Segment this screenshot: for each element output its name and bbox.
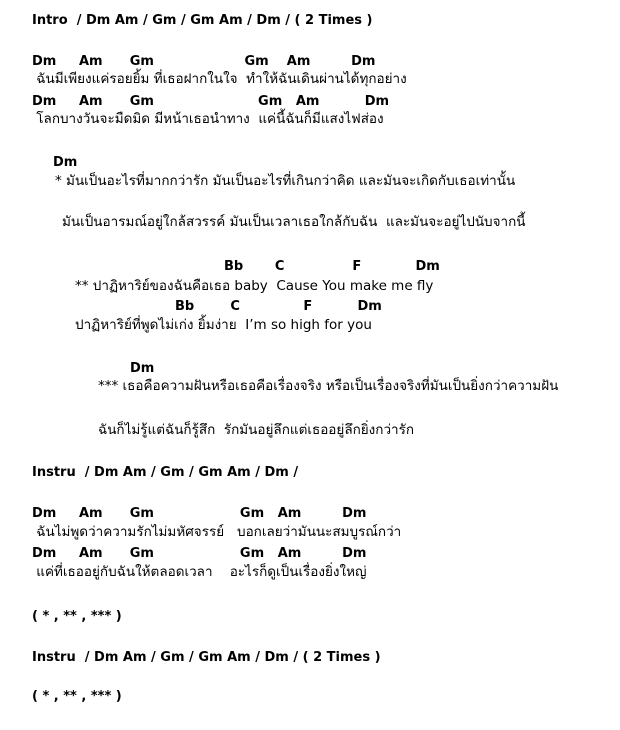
instrumental-line-2: Instru / Dm Am / Gm / Gm Am / Dm / ( 2 Times ) xyxy=(32,650,381,665)
verse1-chords-2: Dm Am Gm Gm Am Dm xyxy=(32,94,390,109)
instrumental-line-1: Instru / Dm Am / Gm / Gm Am / Dm / xyxy=(32,465,299,480)
verse1-chords-1: Dm Am Gm Gm Am Dm xyxy=(32,54,376,69)
pre-chorus-lyric-1: * มันเป็นอะไรที่มากกว่ารัก มันเป็นอะไรที่เกินกว่าคิด และมันจะเกิดกับเธอเท่านั้น xyxy=(55,173,516,189)
pre-chorus-lyric-2: มันเป็นอารมณ์อยู่ใกล้สวรรค์ มันเป็นเวลาเธอใกล้กับฉัน และมันจะอยู่ไปนับจากนี้ xyxy=(62,214,526,230)
chorus-lyric-2: ปาฏิหาริย์ที่พูดไม่เก่ง ยิ้มง่าย I’m so high for you xyxy=(75,317,372,333)
repeat-marker-2: ( * , ** , *** ) xyxy=(32,689,122,704)
verse1-lyric-1: ฉันมีเพียงแค่รอยยิ้ม ที่เธอฝากในใจ ทำให้ฉันเดินผ่านได้ทุกอย่าง xyxy=(32,71,407,87)
verse2-chords-1: Dm Am Gm Gm Am Dm xyxy=(32,506,367,521)
chorus-chords-1: Bb C F Dm xyxy=(224,259,440,274)
verse2-chords-2: Dm Am Gm Gm Am Dm xyxy=(32,546,367,561)
verse2-lyric-2: แค่ที่เธออยู่กับฉันให้ตลอดเวลา อะไรก็ดูเป็นเรื่องยิ่งใหญ่ xyxy=(32,564,367,580)
repeat-marker-1: ( * , ** , *** ) xyxy=(32,609,122,624)
bridge-lyric-1: *** เธอคือความฝันหรือเธอคือเรื่องจริง หรือเป็นเรื่องจริงที่มันเป็นยิ่งกว่าความฝัน xyxy=(98,378,559,394)
intro-line: Intro / Dm Am / Gm / Gm Am / Dm / ( 2 Times ) xyxy=(32,13,373,28)
chorus-chords-2: Bb C F Dm xyxy=(175,299,382,314)
verse1-lyric-2: โลกบางวันจะมืดมิด มีหน้าเธอนำทาง แค่นี้ฉันก็มีแสงไฟส่อง xyxy=(32,111,384,127)
bridge-lyric-2: ฉันก็ไม่รู้แต่ฉันก็รู้สึก รักมันอยู่ลึกแต่เธออยู่ลึกยิ่งกว่ารัก xyxy=(98,422,415,438)
pre-chorus-chord: Dm xyxy=(53,155,78,170)
bridge-chord: Dm xyxy=(130,361,155,376)
chorus-lyric-1: ** ปาฏิหาริย์ของฉันคือเธอ baby Cause You make me fly xyxy=(75,278,434,294)
verse2-lyric-1: ฉันไม่พูดว่าความรักไม่มหัศจรรย์ บอกเลยว่ามันนะสมบูรณ์กว่า xyxy=(32,524,402,540)
